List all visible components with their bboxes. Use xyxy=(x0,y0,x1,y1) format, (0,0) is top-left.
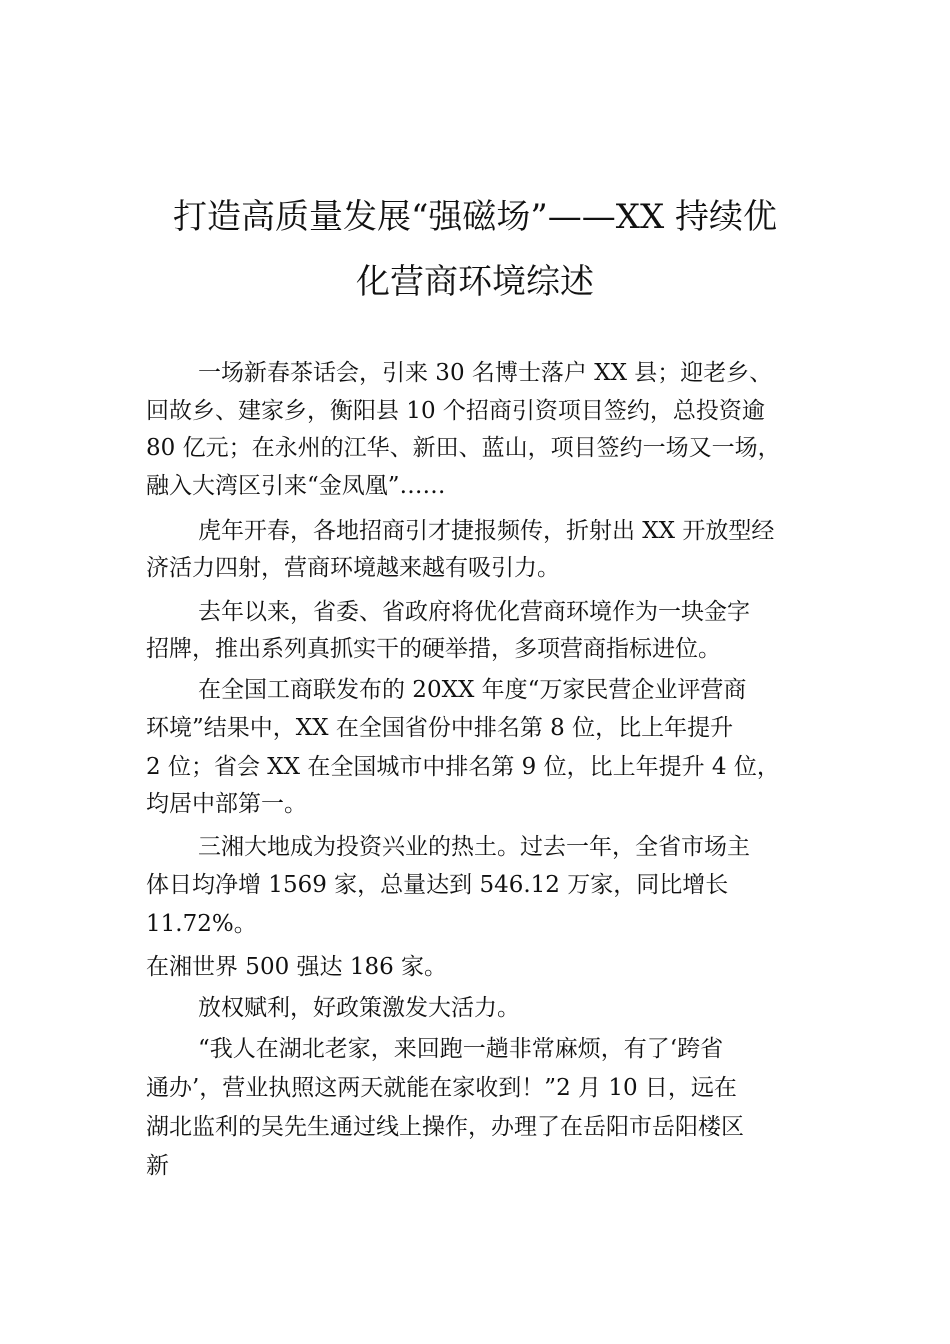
body-line: 济活力四射，营商环境越来越有吸引力。 xyxy=(146,555,560,581)
title-line-2: 化营商环境综述 xyxy=(356,262,594,302)
body-line: 11.72%。 xyxy=(146,911,257,937)
body-line: 在全国工商联发布的 20XX 年度“万家民营企业评营商 xyxy=(198,677,747,703)
body-line: 新 xyxy=(146,1153,169,1179)
body-line: 体日均净增 1569 家，总量达到 546.12 万家，同比增长 xyxy=(146,872,729,898)
body-line: 2 位；省会 XX 在全国城市中排名第 9 位，比上年提升 4 位， xyxy=(146,754,780,780)
title-line-1: 打造高质量发展“强磁场”——XX 持续优 xyxy=(173,197,777,237)
body-line: 均居中部第一。 xyxy=(146,791,307,817)
body-line: 回故乡、建家乡，衡阳县 10 个招商引资项目签约，总投资逾 xyxy=(146,398,765,424)
body-line: 虎年开春，各地招商引才捷报频传，折射出 XX 开放型经 xyxy=(198,518,775,544)
body-line: 80 亿元；在永州的江华、新田、蓝山，项目签约一场又一场， xyxy=(146,435,781,461)
body-line: 放权赋利，好政策激发大活力。 xyxy=(198,995,520,1021)
body-line: 去年以来，省委、省政府将优化营商环境作为一块金字 xyxy=(198,599,750,625)
body-line: 湖北监利的吴先生通过线上操作，办理了在岳阳市岳阳楼区 xyxy=(146,1114,744,1140)
body-line: 融入大湾区引来“金凤凰”…… xyxy=(146,473,446,499)
body-line: 三湘大地成为投资兴业的热土。过去一年，全省市场主 xyxy=(198,834,750,860)
body-line: 招牌，推出系列真抓实干的硬举措，多项营商指标进位。 xyxy=(146,636,721,662)
body-line: 环境”结果中，XX 在全国省份中排名第 8 位，比上年提升 xyxy=(146,715,734,741)
body-line: “我人在湖北老家，来回跑一趟非常麻烦，有了‘跨省 xyxy=(198,1036,724,1062)
body-line: 在湘世界 500 强达 186 家。 xyxy=(146,954,448,980)
body-line: 一场新春茶话会，引来 30 名博士落户 XX 县；迎老乡、 xyxy=(198,360,773,386)
body-line: 通办’，营业执照这两天就能在家收到！”2 月 10 日，远在 xyxy=(146,1075,737,1101)
